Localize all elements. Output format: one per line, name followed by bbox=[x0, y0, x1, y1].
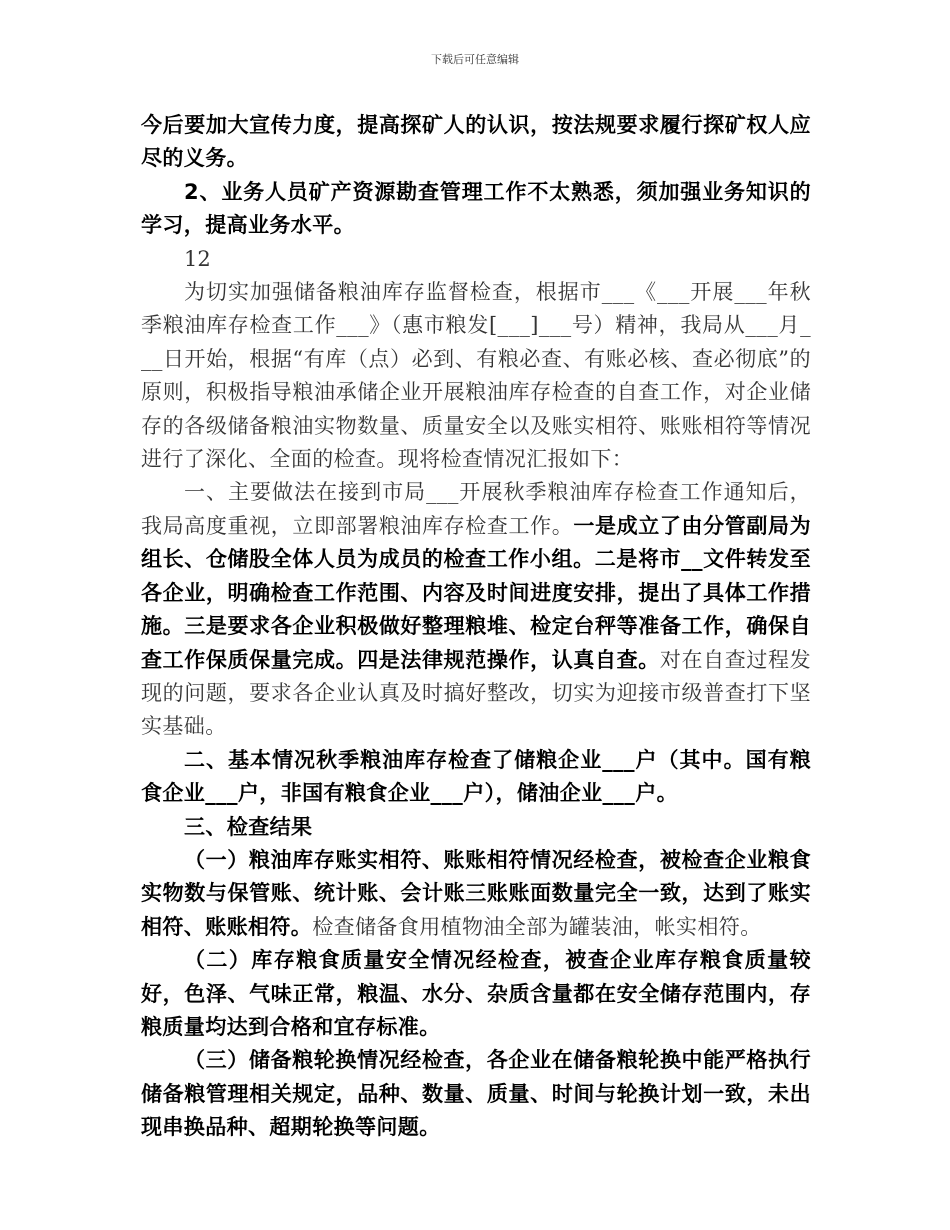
paragraph-result-three: （三）储备粮轮换情况经检查，各企业在储备粮轮换中能严格执行储备粮管理相关规定，品种、数量、质量、时间与轮换计划一致，未出现串换品种、超期轮换等问题。 bbox=[141, 1048, 811, 1140]
paragraph-result-one bbox=[141, 844, 811, 944]
main-practices-measures: 一是成立了由分管副局为组长、仓储股全体人员为成员的检查工作小组。二是将市__文件转发至各企业，明确检查工作范围、内容及时间进度安排，提出了具体工作措施。三是要求各企业积极做好整理粮堆、检定台秤等准备工作，确保自查工作保质保量完成。四是法律规范操作，认真自查。 bbox=[141, 513, 812, 672]
section-number: 12 bbox=[184, 246, 211, 271]
paragraph-basic-situation: 二、基本情况秋季粮油库存检查了储粮企业___户（其中。国有粮食企业___户，非国有粮食企业___户），储油企业___户。 bbox=[141, 747, 811, 806]
paragraph-intro: 为切实加强储备粮油库存监督检查，根据市___《___开展___年秋季粮油库存检查工作___》（惠市粮发[___]___号）精神，我局从___月___日开始，根据“有库（点）必到、有粮必查、有账必核、查必彻底”的原则，积极指导粮油承储企业开展粮油库存检查的自查工作，对企业储存的各级储备粮油实物数量、质量安全以及账实相符、账账相符等情况进行了深化、全面的检查。现将检查情况汇报如下： bbox=[141, 280, 811, 472]
paragraph-main-practices bbox=[141, 476, 811, 743]
paragraph-propaganda: 今后要加大宣传力度，提高探矿人的认识，按法规要求履行探矿权人应尽的义务。 bbox=[141, 113, 811, 171]
main-practices-followup: 对在自查过程发现的问题，要求各企业认真及时搞好整改，切实为迎接市级普查打下坚实基础。 bbox=[141, 647, 811, 739]
document-body bbox=[141, 109, 811, 1145]
page-header: 下载后可任意编辑 bbox=[431, 53, 519, 66]
paragraph-result-two: （二）库存粮食质量安全情况经检查，被查企业库存粮食质量较好，色泽、气味正常，粮温、水分、杂质含量都在安全储存范围内，存粮质量均达到合格和宜存标准。 bbox=[141, 948, 811, 1039]
result-one-main: （一）粮油库存账实相符、账账相符情况经检查，被检查企业粮食实物数与保管账、统计账、会计账三账账面数量完全一致，达到了账实相符、账账相符。 bbox=[141, 847, 811, 939]
result-one-oil: 检查储备食用植物油全部为罐装油，帐实相符。 bbox=[312, 914, 762, 939]
main-practices-intro: 一、主要做法在接到市局___开展秋季粮油库存检查工作通知后，我局高度重视，立即部署粮油库存检查工作。 bbox=[141, 480, 811, 538]
paragraph-staff-training: 2、业务人员矿产资源勘查管理工作不太熟悉，须加强业务知识的学习，提高业务水平。 bbox=[141, 179, 811, 238]
heading-inspection-results: 三、检查结果 bbox=[184, 814, 313, 839]
